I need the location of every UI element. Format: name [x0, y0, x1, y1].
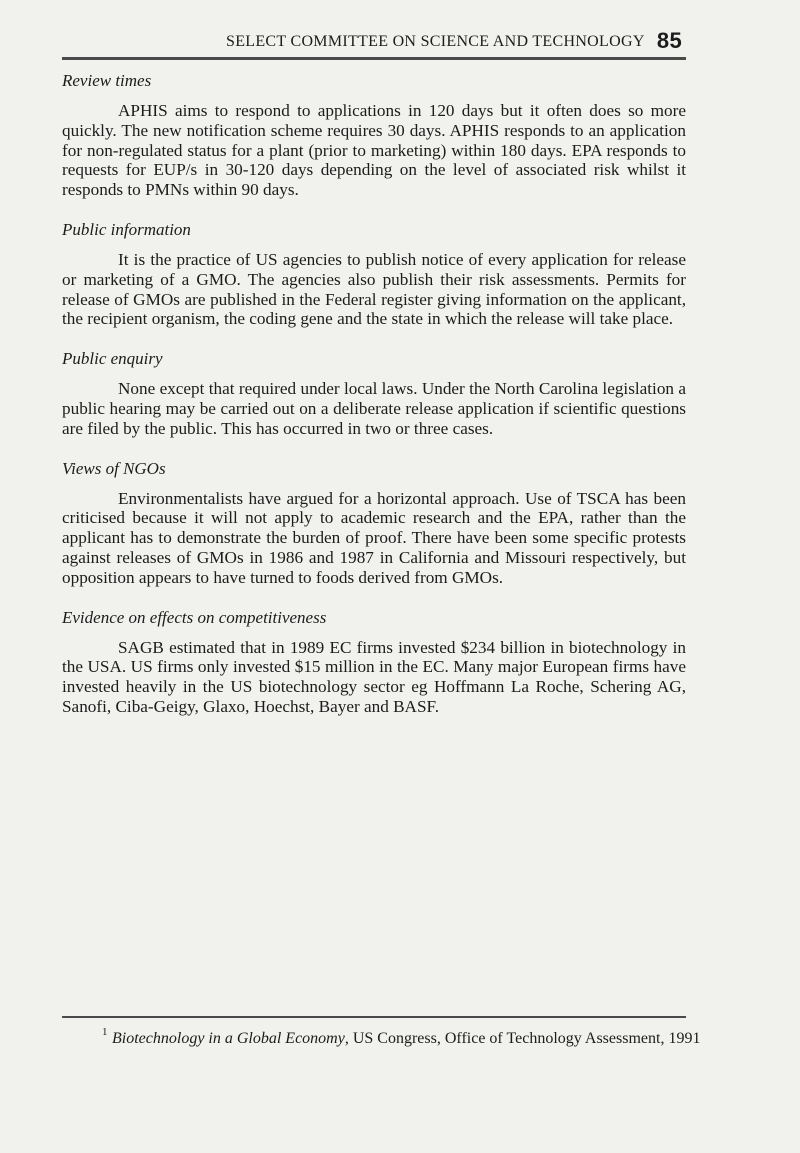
section-heading: Evidence on effects on competitiveness: [62, 607, 327, 627]
document-body: [62, 70, 686, 736]
footnote-source: , US Congress, Office of Technology Assessment, 1991: [344, 1030, 701, 1047]
section-paragraph: Environmentalists have argued for a horizontal approach. Use of TSCA has been criticised because it will not apply to academic research and the EPA, rather than the applicant has to demonstrate the burden of proof. There have been some specific protests against releases of GMOs in 1986 and 1987 in California and Missouri respectively, but opposition appears to have turned to foods derived from GMOs.: [62, 488, 686, 587]
section-paragraph: It is the practice of US agencies to publish notice of every application for release or marketing of a GMO. The agencies also publish their risk assessments. Permits for release of GMOs are published in the Federal register giving information on the applicant, the recipient organism, the coding gene and the state in which the release will take place.: [62, 249, 686, 329]
footnote-title: Biotechnology in a Global Economy: [112, 1030, 345, 1047]
section-review-times: [62, 70, 686, 200]
header-rule: [62, 57, 686, 60]
section-public-enquiry: [62, 348, 686, 438]
section-paragraph: None except that required under local laws. Under the North Carolina legislation a public hearing may be carried out on a deliberate release application if scientific questions are filed by the public. This has occurred in two or three cases.: [62, 379, 686, 438]
section-public-information: [62, 219, 686, 329]
section-heading: Review times: [62, 71, 152, 90]
section-paragraph: SAGB estimated that in 1989 EC firms invested $234 billion in biotechnology in the USA. US firms only invested $15 million in the EC. Many major European firms have invested heavily in the US biotechnology sector eg Hoffmann La Roche, Schering AG, Sanofi, Ciba-Geigy, Glaxo, Hoechst, Bayer and BASF.: [62, 637, 686, 716]
section-heading: Public enquiry: [62, 349, 163, 369]
running-header-title: SELECT COMMITTEE ON SCIENCE AND TECHNOLOGY: [226, 33, 645, 50]
section-heading: Views of NGOs: [62, 458, 166, 478]
section-views-of-ngos: [62, 458, 686, 588]
section-competitiveness: [62, 607, 686, 717]
page-number: 85: [656, 28, 682, 53]
section-heading: Public information: [62, 219, 191, 239]
section-paragraph: APHIS aims to respond to applications in 120 days but it often does so more quickly. The new notification scheme requires 30 days. APHIS responds to an application for non-regulated status for a plant (prior to marketing) within 180 days. EPA responds to requests for EUP/s in 30-120 days depending on the level of associated risk whilst it responds to PMNs within 90 days.: [62, 101, 686, 200]
footnote-marker: 1: [102, 1026, 108, 1038]
running-header: [200, 28, 682, 55]
footnote: [102, 1026, 701, 1048]
footnote-rule: [62, 1016, 686, 1018]
